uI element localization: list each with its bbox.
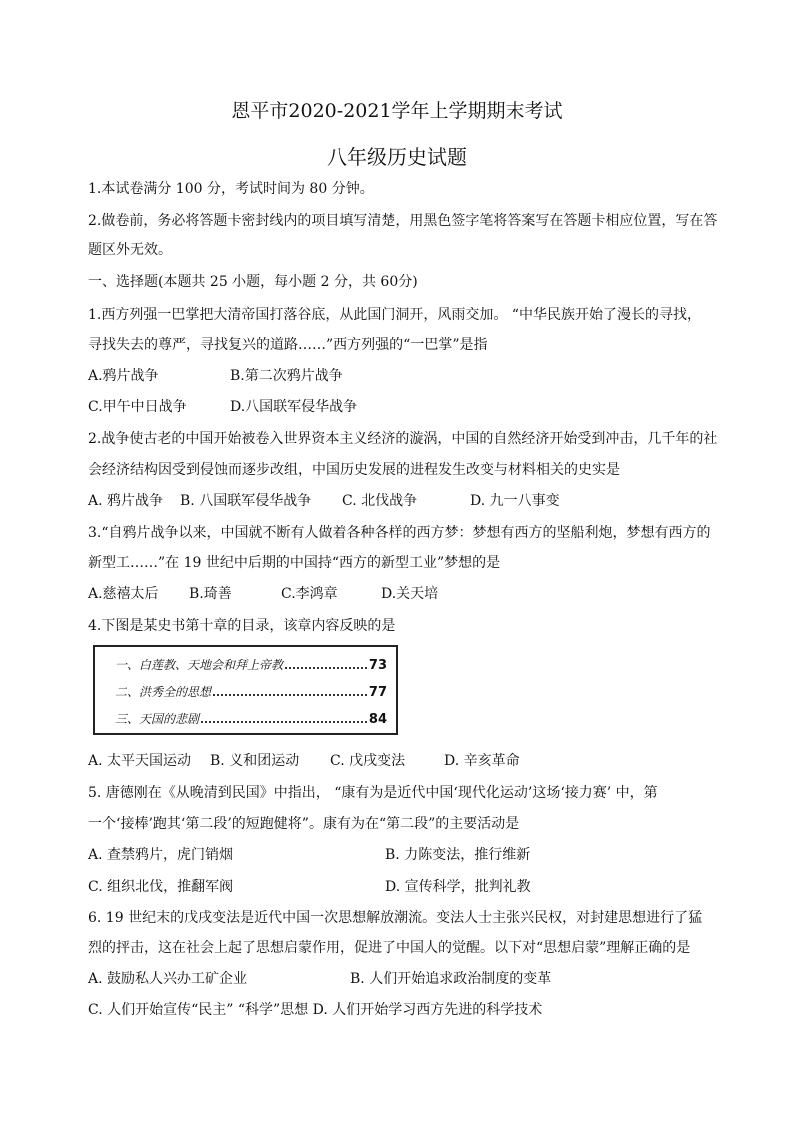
q1-option-a: A.鸦片战争 — [88, 368, 159, 384]
q6-stem-line1: 6. 19 世纪末的戊戌变法是近代中国一次思想解放潮流。变法人士主张兴民权，对封建思想进行了猛 — [88, 910, 703, 926]
q2-stem-line1: 2.战争使古老的中国开始被卷入世界资本主义经济的漩涡，中国的自然经济开始受到冲击，几千年的社 — [88, 431, 718, 447]
q3-stem-line2: 新型工……”在 19 世纪中后期的中国持“西方的新型工业”梦想的是 — [88, 555, 501, 571]
toc-row-label: 三、天国的悲剧 — [115, 712, 200, 726]
q2-option-d: D. 九一八事变 — [470, 493, 560, 509]
q5-option-a: A. 查禁鸦片，虎门销烟 — [88, 847, 234, 863]
q4-option-b: B. 义和团运动 — [210, 753, 300, 769]
toc-leader-dots — [201, 721, 367, 723]
q5-option-d: D. 宣传科学，批判礼教 — [385, 879, 531, 895]
q6-option-b: B. 人们开始追求政治制度的变革 — [350, 971, 552, 987]
toc-row — [115, 683, 387, 700]
q3-option-d: D.关天培 — [381, 586, 439, 602]
q5-stem-line2: 一个‘接棒’跑其‘第二段’的短跑健将”。康有为在“第二段”的主要活动是 — [88, 816, 520, 832]
exam-subtitle: 八年级历史试题 — [327, 145, 467, 169]
q5-option-b: B. 力陈变法，推行维新 — [385, 847, 531, 863]
instruction-2: 2.做卷前，务必将答题卡密封线内的项目填写清楚，用黑色签字笔将答案写在答题卡相应位置，写在答 — [88, 213, 718, 229]
q4-option-c: C. 戊戌变法 — [330, 753, 406, 769]
q3-option-c: C.李鸿章 — [281, 586, 338, 602]
q5-stem-line1: 5. 唐德刚在《从晚清到民国》中指出， “康有为是近代中国‘现代化运动’这场‘接力赛’ 中，第 — [88, 785, 658, 801]
toc-row — [115, 710, 387, 727]
q6-stem-line2: 烈的抨击，这在社会上起了思想启蒙作用，促进了中国人的觉醒。以下对“思想启蒙”理解正确的是 — [88, 940, 691, 956]
toc-leader-dots — [213, 694, 367, 696]
q3-option-b: B.琦善 — [189, 586, 232, 602]
section-heading: 一、选择题(本题共 25 小题，每小题 2 分，共 60分) — [88, 274, 418, 290]
q1-stem-line2: 寻找失去的尊严，寻找复兴的道路……”西方列强的“一巴掌”是指 — [88, 337, 488, 353]
q4-option-d: D. 辛亥革命 — [444, 753, 520, 769]
q1-option-c: C.甲午中日战争 — [88, 399, 187, 415]
q3-stem-line1: 3.“自鸦片战争以来，中国就不断有人做着各种各样的西方梦：梦想有西方的坚船利炮，梦想有西方的 — [88, 525, 711, 541]
toc-row-page: 77 — [368, 685, 387, 700]
q3-option-a: A.慈禧太后 — [88, 586, 159, 602]
q2-stem-line2: 会经济结构因受到侵蚀而逐步改组，中国历史发展的进程发生改变与材料相关的史实是 — [88, 462, 620, 478]
instruction-1: 1.本试卷满分 100 分，考试时间为 80 分钟。 — [88, 181, 374, 197]
q4-stem-line1: 4.下图是某史书第十章的目录，该章内容反映的是 — [88, 618, 396, 634]
instruction-2-cont: 题区外无效。 — [88, 242, 172, 258]
toc-row-page: 84 — [368, 712, 387, 727]
q6-option-cd: C. 人们开始宣传“民主” “科学”思想 D. 人们开始学习西方先进的科学技术 — [88, 1002, 543, 1018]
q2-option-c: C. 北伐战争 — [342, 493, 418, 509]
q1-option-d: D.八国联军侵华战争 — [230, 399, 358, 415]
toc-leader-dots — [285, 667, 367, 669]
toc-row — [115, 656, 387, 673]
q1-stem-line1: 1.西方列强一巴掌把大清帝国打落谷底，从此国门洞开，风雨交加。 “中华民族开始了漫长的寻找， — [88, 307, 701, 323]
table-of-contents-box — [93, 645, 398, 735]
q5-option-c: C. 组织北伐，推翻军阀 — [88, 879, 234, 895]
q1-option-b: B.第二次鸦片战争 — [230, 368, 343, 384]
q4-option-a: A. 太平天国运动 — [88, 753, 192, 769]
toc-row-label: 一、白莲教、天地会和拜上帝教 — [115, 658, 284, 672]
q6-option-a: A. 鼓励私人兴办工矿企业 — [88, 971, 248, 987]
q2-option-a: A. 鸦片战争 — [88, 493, 164, 509]
toc-row-page: 73 — [368, 658, 387, 673]
exam-title: 恩平市2020-2021学年上学期期末考试 — [231, 100, 563, 122]
toc-row-label: 二、洪秀全的思想 — [115, 685, 212, 699]
q2-option-b: B. 八国联军侵华战争 — [180, 493, 312, 509]
